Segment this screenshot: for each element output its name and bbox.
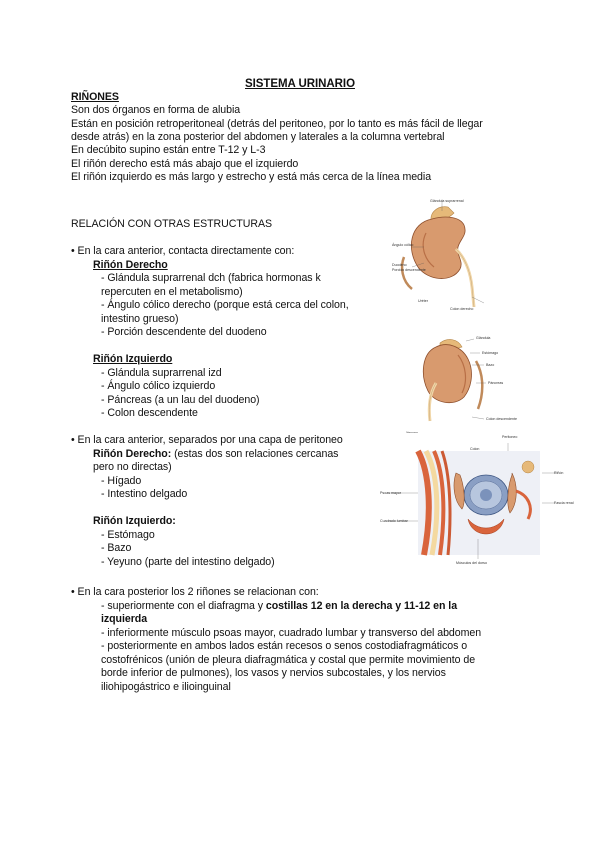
intro-line: Son dos órganos en forma de alubia — [71, 104, 241, 116]
posterior-item: iliohipogástrico e ilioinguinal — [101, 681, 231, 693]
figure-label: Ángulo cólico — [392, 243, 414, 247]
transverse-section-illustration — [378, 433, 576, 571]
intro-line: desde atrás) en la zona posterior del abdomen y laterales a la columna vertebral — [71, 131, 445, 143]
left-kidney-title: Riñón Izquierdo — [93, 353, 173, 365]
relation-heading: RELACIÓN CON OTRAS ESTRUCTURAS — [71, 218, 272, 230]
posterior-intro: • En la cara posterior los 2 riñones se relacionan con: — [71, 586, 319, 598]
list-item: - Colon descendente — [101, 407, 198, 419]
list-item: - Ángulo cólico izquierdo — [101, 380, 216, 392]
posterior-item-bold: izquierda — [101, 613, 148, 625]
anterior-peritoneum-intro: • En la cara anterior, separados por una capa de peritoneo — [71, 434, 343, 446]
posterior-item-bold: costillas 12 en la derecha y 11-12 en la — [265, 600, 458, 612]
list-item: intestino grueso) — [101, 313, 179, 325]
figure-label: Glándula suprarrenal — [430, 199, 464, 203]
left-kidney-figure — [392, 331, 524, 439]
figure-label: Estómago — [482, 351, 499, 355]
list-item: - Glándula suprarrenal izd — [101, 367, 222, 379]
anterior-contact-intro: • En la cara anterior, contacta directamente con: — [71, 245, 295, 257]
right-kidney-title: Riñón Derecho: — [93, 448, 172, 460]
figure-label: Riñón — [554, 471, 564, 475]
figure-label: Páncreas — [488, 381, 504, 385]
figure-label: Peritoneo — [502, 435, 518, 439]
list-item: - Intestino delgado — [101, 488, 188, 500]
intro-line: El riñón derecho está más abajo que el izquierdo — [71, 158, 299, 170]
figure-label: Glándula — [476, 336, 491, 340]
list-item: - Glándula suprarrenal dch (fabrica hormonas k — [101, 272, 321, 284]
page-title: SISTEMA URINARIO — [245, 78, 355, 90]
posterior-item: - inferiormente músculo psoas mayor, cuadrado lumbar y transverso del abdomen — [101, 627, 482, 639]
posterior-item — [101, 600, 457, 613]
figure-label: Músculos del dorso — [456, 561, 487, 565]
transverse-section-figure — [378, 433, 576, 571]
figure-label: Uréter — [418, 299, 428, 303]
posterior-item-text: - superiormente con el diafragma y — [101, 600, 266, 612]
figure-label: Cuadrado lumbar — [380, 519, 408, 523]
right-kidney-note: (estas dos son relaciones cercanas — [171, 448, 339, 460]
list-item: - Yeyuno (parte del intestino delgado) — [101, 556, 275, 568]
figure-label: Colon derecho — [450, 307, 474, 311]
figure-label: Bazo — [486, 363, 495, 367]
figure-label: Colon — [470, 447, 480, 451]
intro-line: En decúbito supino están entre T-12 y L-3 — [71, 144, 266, 156]
figure-label: Duodeno — [392, 263, 407, 267]
list-item: - Estómago — [101, 529, 155, 541]
list-item: repercuten en el metabolismo) — [101, 286, 243, 298]
section-heading: RIÑONES — [71, 91, 119, 103]
intro-line: El riñón izquierdo es más largo y estrecho y está más cerca de la línea media — [71, 171, 432, 183]
figure-label: Colon descendente — [486, 417, 517, 421]
figure-label: Porción descendente — [392, 268, 426, 272]
posterior-item: costofrénicos (unión de pleura diafragmática y costal que permite movimiento de — [101, 654, 476, 666]
posterior-item: - posteriormente en ambos lados están recesos o senos costodiafragmáticos o — [101, 640, 468, 652]
right-kidney-peritoneum — [93, 448, 338, 461]
list-item: - Ángulo cólico derecho (porque está cerca del colon, — [101, 299, 349, 311]
right-kidney-note-2: pero no directas) — [93, 461, 172, 473]
left-kidney-title: Riñón Izquierdo: — [93, 515, 176, 527]
figure-label: Fascia renal — [554, 501, 574, 505]
right-kidney-title: Riñón Derecho — [93, 259, 168, 271]
intro-line: Están en posición retroperitoneal (detrás del peritoneo, por lo tanto es más fácil de llegar — [71, 118, 483, 130]
list-item: - Hígado — [101, 475, 142, 487]
list-item: - Bazo — [101, 542, 132, 554]
right-kidney-illustration — [390, 197, 508, 315]
list-item: - Páncreas (a un lau del duodeno) — [101, 394, 260, 406]
posterior-item: borde inferior de pulmones), los vasos y nervios subcostales, y los nervios — [101, 667, 446, 679]
figure-label: Psoas mayor — [380, 491, 401, 495]
right-kidney-figure — [390, 197, 508, 315]
left-kidney-illustration — [392, 331, 524, 439]
list-item: - Porción descendente del duodeno — [101, 326, 267, 338]
